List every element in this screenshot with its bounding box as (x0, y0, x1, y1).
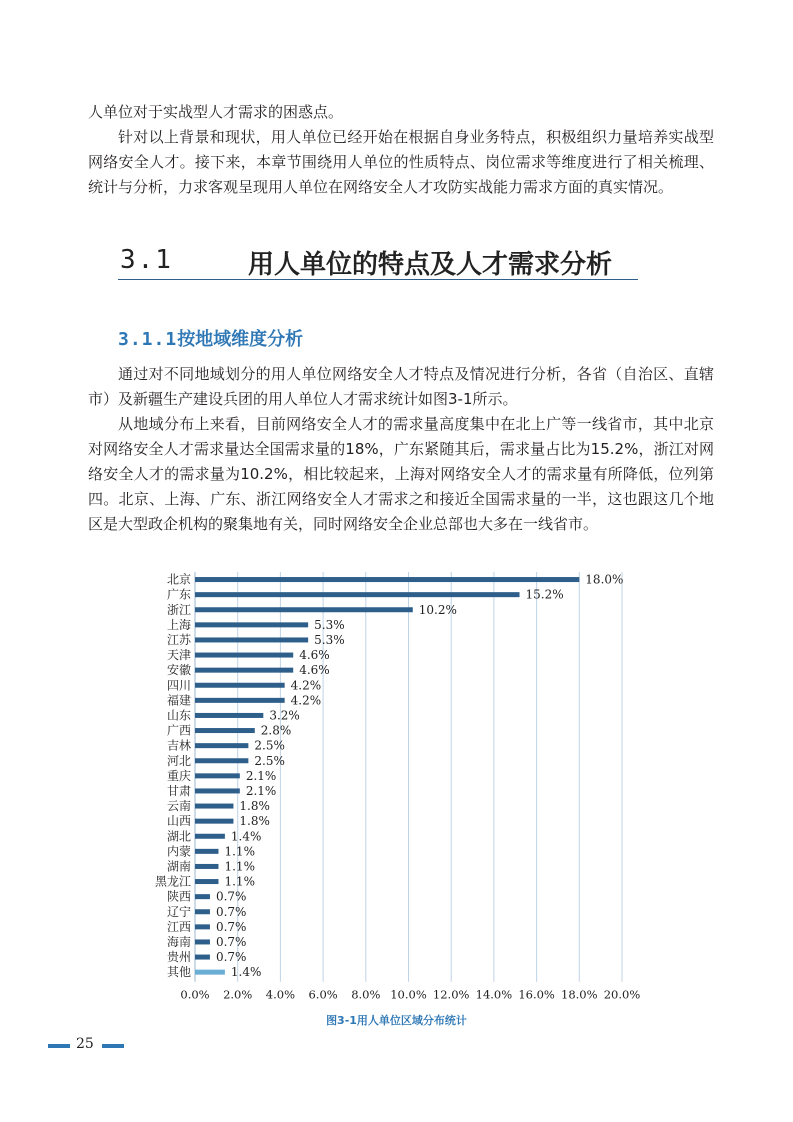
category-label: 黑龙江 (154, 874, 191, 889)
value-label: 5.3% (314, 632, 345, 647)
value-label: 4.2% (290, 678, 322, 693)
value-label: 1.1% (224, 844, 255, 859)
category-label: 甘肃 (166, 783, 191, 798)
category-label: 重庆 (166, 768, 191, 783)
subsection-title: 按地域维度分析 (177, 329, 304, 350)
category-label: 其他 (166, 965, 191, 980)
bar (195, 683, 285, 688)
bar (195, 909, 210, 914)
section-heading (118, 243, 638, 280)
bar (195, 849, 218, 854)
x-tick-label: 14.0% (475, 987, 513, 1002)
bar (195, 758, 248, 763)
bar (195, 607, 413, 612)
category-label: 安徽 (166, 663, 191, 678)
value-label: 1.8% (239, 799, 270, 814)
figure-caption: 图3-1用人单位区域分布统计 (326, 1014, 467, 1027)
category-label: 广东 (166, 587, 191, 602)
category-label: 江西 (166, 919, 191, 934)
value-label: 2.5% (254, 753, 285, 768)
value-label: 2.5% (254, 738, 285, 753)
value-label: 4.2% (290, 693, 322, 708)
value-label: 10.2% (418, 602, 457, 617)
value-label: 1.1% (224, 859, 255, 874)
value-label: 2.1% (245, 768, 277, 783)
category-label: 湖北 (166, 829, 191, 844)
bar (195, 713, 263, 718)
bar (195, 804, 233, 809)
section-number: 3.1 (120, 245, 173, 275)
x-tick-label: 4.0% (265, 987, 296, 1002)
bar (195, 773, 240, 778)
section-title: 用人单位的特点及人才需求分析 (248, 250, 613, 280)
value-label: 0.7% (215, 919, 247, 934)
bar (195, 622, 308, 627)
value-label: 2.1% (245, 783, 277, 798)
x-tick-label: 6.0% (308, 987, 338, 1002)
x-tick-label: 2.0% (223, 987, 253, 1002)
category-label: 浙江 (166, 602, 191, 617)
category-label: 辽宁 (166, 904, 191, 919)
page-number: 25 (76, 1036, 94, 1052)
bar (195, 819, 233, 824)
x-tick-label: 20.0% (603, 987, 641, 1002)
category-label: 天津 (166, 648, 191, 663)
category-label: 吉林 (166, 738, 191, 753)
category-label: 广西 (166, 723, 191, 738)
bar (195, 743, 248, 748)
subsection-heading (118, 325, 303, 351)
category-label: 江苏 (166, 632, 191, 647)
value-label: 0.7% (215, 889, 247, 904)
value-label: 5.3% (314, 617, 345, 632)
paragraph-4: 从地域分布上来看，目前网络安全人才的需求量高度集中在北上广等一线省市，其中北京对网络安全人才需求量达全国需求量的18%，广东紧随其后，需求量占比为15.2%，浙江对网络安全人才的需求量为10.2%，相比较起来，上海对网络安全人才的需求量有所降低，位列第四。北京、上海、广东、浙江网络安全人才需求之和接近全国需求量的一半，这也跟这几个地区是大型政企机构的聚集地有关，同时网络安全企业总部也大多在一线省市。 (88, 415, 714, 533)
footer-bar-right (102, 1044, 124, 1048)
category-label: 海南 (166, 934, 191, 949)
value-label: 0.7% (215, 904, 247, 919)
x-tick-label: 18.0% (561, 987, 598, 1002)
category-label: 北京 (166, 572, 191, 587)
x-tick-label: 10.0% (390, 987, 427, 1002)
bar (195, 970, 225, 975)
bar (195, 955, 210, 960)
category-label: 河北 (166, 753, 191, 768)
bar (195, 668, 293, 673)
x-tick-label: 8.0% (351, 987, 381, 1002)
category-label: 陕西 (166, 889, 191, 904)
region-bar-chart (150, 568, 650, 1008)
bar (195, 924, 210, 929)
bar (195, 939, 210, 944)
category-label: 贵州 (166, 950, 191, 965)
category-label: 云南 (166, 799, 191, 814)
value-label: 1.8% (239, 814, 270, 829)
value-label: 1.4% (230, 965, 262, 980)
subsection-number: 3.1.1 (118, 329, 178, 350)
value-label: 1.1% (224, 874, 255, 889)
bar (195, 653, 293, 658)
value-label: 1.4% (230, 829, 262, 844)
bar (195, 834, 225, 839)
bar (195, 879, 218, 884)
x-tick-label: 0.0% (180, 987, 210, 1002)
bar (195, 864, 218, 869)
paragraph-3: 通过对不同地域划分的用人单位网络安全人才特点及情况进行分析，各省（自治区、直辖市）及新疆生产建设兵团的用人单位人才需求统计如图3-1所示。 (88, 365, 714, 408)
value-label: 4.6% (299, 663, 330, 678)
value-label: 3.2% (269, 708, 300, 723)
bar (195, 592, 520, 597)
category-label: 山西 (166, 814, 191, 829)
bar (195, 637, 308, 642)
category-label: 福建 (166, 693, 191, 708)
value-label: 18.0% (585, 572, 624, 587)
bar (195, 577, 579, 582)
category-label: 内蒙 (166, 844, 191, 859)
value-label: 15.2% (525, 587, 564, 602)
category-label: 上海 (166, 617, 191, 632)
bar (195, 788, 240, 793)
bar (195, 728, 255, 733)
value-label: 0.7% (215, 934, 247, 949)
category-label: 四川 (166, 678, 191, 693)
footer-bar-left (48, 1044, 70, 1048)
category-label: 湖南 (166, 859, 191, 874)
paragraph-2: 针对以上背景和现状，用人单位已经开始在根据自身业务特点，积极组织力量培养实战型网络安全人才。接下来，本章节围绕用人单位的性质特点、岗位需求等维度进行了相关梳理、统计与分析，力求客观呈现用人单位在网络安全人才攻防实战能力需求方面的真实情况。 (88, 128, 714, 196)
bar (195, 894, 210, 899)
bar (195, 698, 285, 703)
x-tick-label: 12.0% (432, 987, 470, 1002)
paragraph-1: 人单位对于实战型人才需求的困惑点。 (88, 103, 344, 121)
value-label: 4.6% (299, 648, 330, 663)
x-tick-label: 16.0% (518, 987, 555, 1002)
value-label: 0.7% (215, 950, 247, 965)
category-label: 山东 (166, 708, 191, 723)
value-label: 2.8% (260, 723, 292, 738)
